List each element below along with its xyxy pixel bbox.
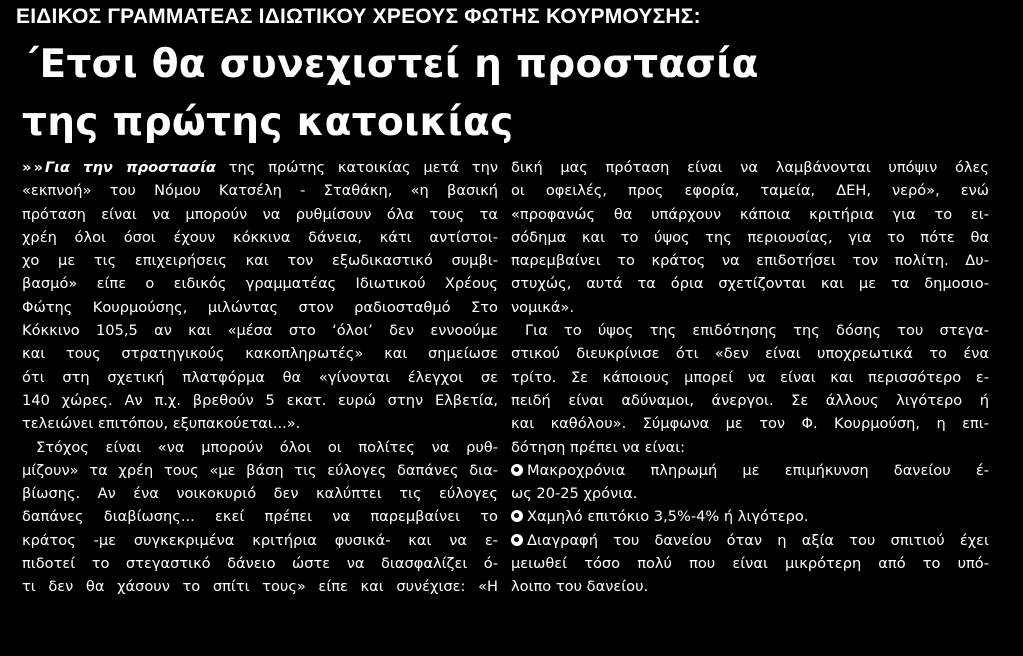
- text-line: [22, 156, 498, 179]
- text-line: πειδή είναι αδύναμοι, άνεργοι. Σε άλλους λιγότερο ή: [511, 391, 989, 409]
- text-line: ότι στη σχετική πλατφόρμα θα «γίνονται έλεγχοι σε: [22, 368, 498, 386]
- text-line: νομικά».: [511, 298, 575, 316]
- article-headline: [22, 36, 759, 152]
- text-line: πρόταση είναι να μπορούν να ρυθμίσουν όλα τους τα: [22, 205, 498, 223]
- text-line: δαπάνες διαβίωσης... εκεί πρέπει να παρεμβαίνει το: [22, 508, 498, 526]
- text-line: δότηση πρέπει να είναι:: [511, 438, 686, 456]
- bullet-text: Διαγραφή του δανείου όταν η αξία του σπιτιού έχει: [527, 531, 989, 549]
- article-kicker: ΕΙΔΙΚΟΣ ΓΡΑΜΜΑΤΕΑΣ ΙΔΙΩΤΙΚΟΥ ΧΡΕΟΥΣ ΦΩΤΗΣ ΚΟΥΡΜΟΥΣΗΣ:: [16, 5, 701, 28]
- text-line: στικού διευκρίνισε ότι «δεν είναι υποχρεωτικά το ένα: [511, 345, 989, 363]
- article-column-left: [22, 156, 498, 599]
- text-line: χρέη όλοι όσοι έχουν κόκκινα δάνεια, κάτι αντίστοι-: [22, 228, 498, 246]
- text-line: σόδημα και το ύψος της περιουσίας, για το πότε θα: [511, 228, 989, 246]
- lead-marker-icon: »: [33, 159, 43, 176]
- text-line: Στόχος είναι «να μπορούν όλοι οι πολίτες να ρυθ-: [36, 438, 498, 456]
- bullet-line: [511, 459, 989, 482]
- text-line: Κόκκινο 105,5 αν και «μέσα στο ‘όλοι’ δεν εννοούμε: [22, 322, 498, 340]
- bullet-icon: [511, 534, 523, 546]
- text-line: παρεμβαίνει το κράτος να επιδοτήσει τον πολίτη. Δυ-: [511, 252, 989, 270]
- text-line: πιδοτεί το στεγαστικό δάνειο ώστε να διασφαλίζει ό-: [22, 555, 498, 573]
- text-line: «εκπνοή» του Νόμου Κατσέλη - Σταθάκη, «η βασική: [22, 182, 498, 200]
- bullet-icon: [511, 510, 523, 522]
- bullet-text: Χαμηλό επιτόκιο 3,5%-4% ή λιγότερο.: [527, 508, 809, 526]
- bullet-line: [511, 529, 989, 552]
- text-line: και τους στρατηγικούς κακοπληρωτές» και σημείωσε: [22, 345, 498, 363]
- text-line: τελειώνει επιτόπου, εξυπακούεται...».: [22, 415, 301, 433]
- lead-rest: της πρώτης κατοικίας μετά την: [215, 159, 498, 176]
- lead-marker-icon: »: [22, 159, 32, 176]
- text-line: μειωθεί τόσο πολύ που είναι μικρότερη από το υπό-: [511, 555, 989, 573]
- article-column-right: [511, 156, 989, 599]
- text-line: μίζουν» τα χρέη τους «με βάση τις εύλογες δαπάνες δια-: [22, 461, 498, 479]
- text-line: τι δεν θα χάσουν το σπίτι τους» είπε και συνέχισε: «Η: [22, 578, 498, 596]
- text-line: κράτος -με συγκεκριμένα κριτήρια φυσικά- και να ε-: [22, 531, 498, 549]
- text-line: λοιπο του δανείου.: [511, 578, 649, 596]
- text-line: Φώτης Κουρμούσης, μιλώντας στον ραδιοσταθμό Στο: [22, 298, 498, 316]
- text-line: στυχώς, αυτά τα όρια σχετίζονται και με τα δημοσιο-: [511, 275, 989, 293]
- text-line: βίωσης. Αν ένα νοικοκυριό δεν καλύπτει τις εύλογες: [22, 485, 498, 503]
- text-line: ως 20-25 χρόνια.: [511, 485, 638, 503]
- bullet-line: [511, 505, 989, 528]
- text-line: «προφανώς θα υπάρχουν κάποια κριτήρια για το ει-: [511, 205, 989, 223]
- text-line: Για το ύψος της επιδότησης της δόσης του στεγα-: [525, 322, 989, 340]
- bullet-text: Μακροχρόνια πληρωμή με επιμήκυνση δανείου έ-: [527, 461, 989, 479]
- text-line: 140 χώρες. Αν π.χ. βρεθούν 5 εκατ. ευρώ στην Ελβετία,: [22, 391, 498, 409]
- text-line: βασμό» είπε ο ειδικός γραμματέας Ιδιωτικού Χρέους: [22, 275, 498, 293]
- text-line: δική μας πρόταση είναι να λαμβάνονται υπόψιν όλες: [511, 159, 989, 176]
- text-line: χο με τις επιχειρήσεις και τον εξωδικαστικό συμβι-: [22, 252, 498, 270]
- headline-line: ΄Ετσι θα συνεχιστεί η προστασία: [22, 42, 759, 87]
- headline-line: της πρώτης κατοικίας: [22, 100, 514, 145]
- text-line: οι οφειλές, προς εφορία, ταμεία, ΔΕΗ, νερό», ενώ: [511, 182, 989, 200]
- text-line: τρίτο. Σε κάποιους μπορεί να είναι και περισσότερο ε-: [511, 368, 989, 386]
- bullet-icon: [511, 464, 523, 476]
- text-line: και καθόλου». Σύμφωνα με τον Φ. Κουρμούση, η επι-: [511, 415, 989, 433]
- lead-phrase: Για την προστασία: [44, 159, 216, 176]
